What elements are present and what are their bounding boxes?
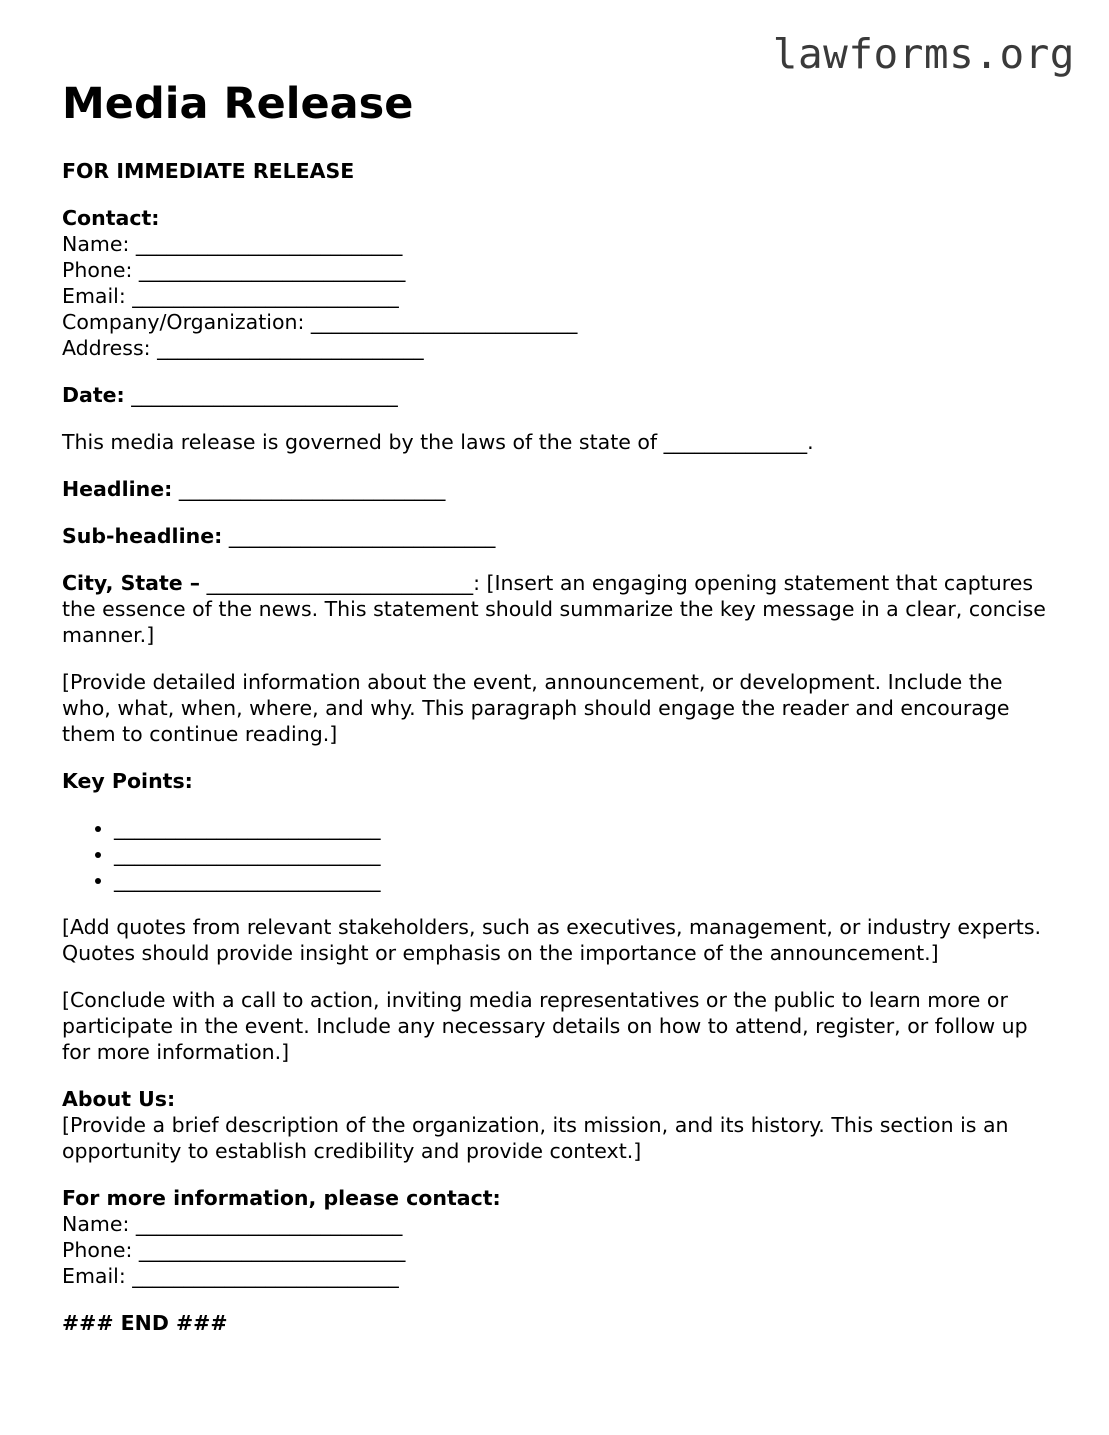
opening-text: __________________________: [Insert an engaging opening statement that captures the essence of the news. This statement should summarize the key message in a clear, concise manner.]: [62, 571, 1046, 647]
key-points-list: [62, 815, 1052, 893]
release-label: FOR IMMEDIATE RELEASE: [62, 159, 355, 183]
contact-address-field: Address: __________________________: [62, 336, 424, 360]
city-state-label: City, State –: [62, 571, 201, 595]
contact-section: [62, 205, 1052, 361]
date-field: [62, 382, 1052, 408]
more-info-phone-field: Phone: __________________________: [62, 1238, 406, 1262]
list-item: • __________________________: [114, 841, 1052, 867]
headline-field: [62, 476, 1052, 502]
contact-email-field: Email: __________________________: [62, 284, 399, 308]
about-text: [Provide a brief description of the organization, its mission, and its history. This section is an opportunity to establish credibility and provide context.]: [62, 1113, 1009, 1163]
about-section: [62, 1086, 1052, 1164]
call-to-action-paragraph: [Conclude with a call to action, inviting media representatives or the public to learn more or participate in the event. Include any necessary details on how to attend, register, or follow up for more information.]: [62, 988, 1028, 1064]
headline-blank: __________________________: [172, 477, 446, 501]
more-info-name-field: Name: __________________________: [62, 1212, 403, 1236]
more-info-heading: For more information, please contact:: [62, 1186, 501, 1210]
document-body: [62, 158, 1052, 1357]
details-paragraph: [Provide detailed information about the event, announcement, or development. Include the who, what, when, where, and why. This paragraph should engage the reader and encourage them to continue reading.]: [62, 670, 1010, 746]
watermark-logo: lawforms.org: [772, 30, 1075, 78]
more-info-email-field: Email: __________________________: [62, 1264, 399, 1288]
contact-phone-field: Phone: __________________________: [62, 258, 406, 282]
page-title: Media Release: [62, 79, 414, 129]
subheadline-blank: __________________________: [222, 524, 496, 548]
contact-heading: Contact:: [62, 206, 160, 230]
headline-label: Headline:: [62, 477, 173, 501]
contact-company-field: Company/Organization: __________________________: [62, 310, 578, 334]
about-heading: About Us:: [62, 1087, 176, 1111]
quotes-paragraph: [Add quotes from relevant stakeholders, such as executives, management, or industry experts. Quotes should provide insight or emphasis on the importance of the announcement.]: [62, 915, 1042, 965]
subheadline-label: Sub-headline:: [62, 524, 223, 548]
list-item: • __________________________: [114, 815, 1052, 841]
end-mark: ### END ###: [62, 1311, 228, 1335]
opening-paragraph: [62, 570, 1052, 648]
date-blank: __________________________: [124, 383, 398, 407]
date-label: Date:: [62, 383, 125, 407]
contact-name-field: Name: __________________________: [62, 232, 403, 256]
more-info-section: [62, 1185, 1052, 1289]
governing-law-text: This media release is governed by the laws of the state of ______________.: [62, 430, 814, 454]
key-points-heading: Key Points:: [62, 769, 193, 793]
list-item: • __________________________: [114, 867, 1052, 893]
subheadline-field: [62, 523, 1052, 549]
